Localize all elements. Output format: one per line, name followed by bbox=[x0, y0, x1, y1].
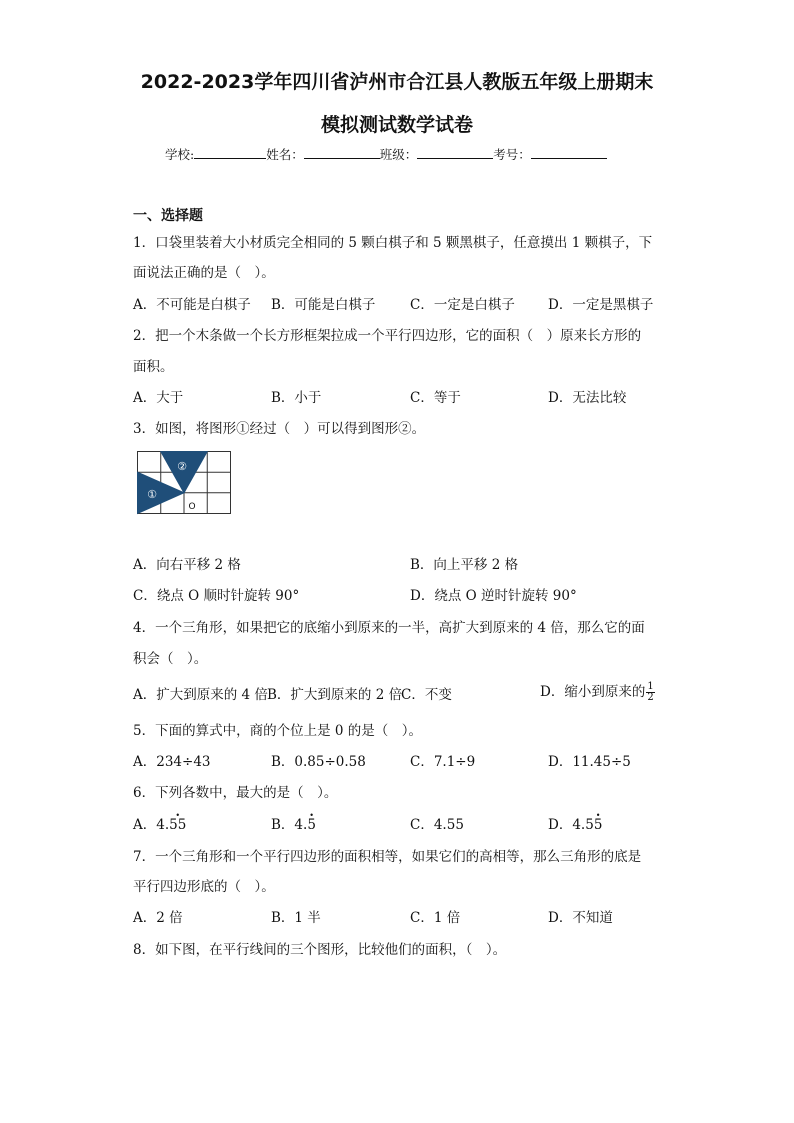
section-heading: 一、选择题 bbox=[133, 208, 203, 224]
q1-option-a[interactable]: A．不可能是白棋子 bbox=[133, 297, 251, 313]
school-blank[interactable] bbox=[194, 146, 266, 159]
q4-line1: 4．一个三角形，如果把它的底缩小到原来的一半，高扩大到原来的 4 倍，那么它的面 bbox=[133, 620, 645, 636]
q2-line1: 2．把一个木条做一个长方形框架拉成一个平行四边形，它的面积（ ）原来长方形的 bbox=[133, 328, 642, 344]
q7-option-c[interactable]: C．1 倍 bbox=[410, 910, 461, 926]
q6-option-a[interactable] bbox=[133, 817, 186, 833]
q3-line1: 3．如图，将图形①经过（ ）可以得到图形②。 bbox=[133, 421, 426, 437]
q2-line2: 面积。 bbox=[133, 359, 174, 375]
q6-c-letter: C． bbox=[410, 817, 434, 833]
q7-option-b[interactable]: B．1 半 bbox=[271, 910, 321, 926]
q2-option-b[interactable]: B．小于 bbox=[271, 390, 322, 406]
q5-option-a[interactable]: A．234÷43 bbox=[133, 754, 211, 770]
q7-option-a[interactable]: A．2 倍 bbox=[133, 910, 183, 926]
q6-d-repeating-digit: • 5 bbox=[594, 817, 603, 833]
q7-line2: 平行四边形底的（ ）。 bbox=[133, 879, 275, 895]
q4-option-d-text: D．缩小到原来的 bbox=[540, 684, 646, 700]
q6-option-b[interactable] bbox=[271, 817, 316, 833]
q2-option-c[interactable]: C．等于 bbox=[410, 390, 461, 406]
q6-c-number: 4.55 bbox=[433, 817, 464, 833]
q4-line2: 积会（ ）。 bbox=[133, 651, 208, 667]
q6-b-letter: B． bbox=[271, 817, 295, 833]
q1-line1: 1．口袋里装着大小材质完全相同的 5 颗白棋子和 5 颗黑棋子，任意摸出 1 颗棋子，下 bbox=[133, 235, 653, 251]
q6-option-c[interactable] bbox=[410, 817, 464, 833]
class-blank[interactable] bbox=[417, 146, 493, 159]
q1-option-b[interactable]: B．可能是白棋子 bbox=[271, 297, 376, 313]
center-point-label: O bbox=[188, 502, 196, 512]
q4-option-a[interactable]: A．扩大到原来的 4 倍 bbox=[133, 687, 268, 703]
q3-option-a[interactable]: A．向右平移 2 格 bbox=[133, 557, 241, 573]
q4-option-c[interactable]: C．不变 bbox=[401, 687, 452, 703]
q6-d-number: 4.5 bbox=[572, 817, 594, 833]
q5-line1: 5．下面的算式中，商的个位上是 0 的是（ ）。 bbox=[133, 723, 423, 739]
exam-title-line1: 2022-2023学年四川省泸州市合江县人教版五年级上册期末 bbox=[140, 71, 654, 93]
number-blank[interactable] bbox=[531, 146, 607, 159]
q6-b-repeating-digit: • 5 bbox=[307, 817, 316, 833]
q5-option-c[interactable]: C．7.1÷9 bbox=[410, 754, 476, 770]
q1-option-c[interactable]: C．一定是白棋子 bbox=[410, 297, 515, 313]
q4-option-b[interactable]: B．扩大到原来的 2 倍 bbox=[267, 687, 403, 703]
shape-2-label: ② bbox=[177, 460, 187, 473]
q6-a-letter: A． bbox=[133, 817, 157, 833]
exam-title-line2: 模拟测试数学试卷 bbox=[320, 114, 473, 136]
q5-option-b[interactable]: B．0.85÷0.58 bbox=[271, 754, 366, 770]
school-label: 学校: bbox=[165, 147, 195, 162]
q7-option-d[interactable]: D．不知道 bbox=[548, 910, 613, 926]
q6-line1: 6．下列各数中，最大的是（ ）。 bbox=[133, 785, 338, 801]
q3-option-b[interactable]: B．向上平移 2 格 bbox=[410, 557, 519, 573]
q6-a-number: 4. bbox=[156, 817, 170, 833]
q5-option-d[interactable]: D．11.45÷5 bbox=[548, 754, 631, 770]
q4-option-d[interactable] bbox=[540, 682, 655, 703]
q6-d-letter: D． bbox=[548, 817, 573, 833]
shape-1-label: ① bbox=[147, 488, 157, 501]
q7-line1: 7．一个三角形和一个平行四边形的面积相等，如果它们的高相等，那么三角形的底是 bbox=[133, 849, 642, 865]
name-label: 姓名： bbox=[266, 147, 304, 162]
q6-option-d[interactable] bbox=[548, 817, 602, 833]
q1-line2: 面说法正确的是（ ）。 bbox=[133, 265, 275, 281]
q6-a-repeating-digits: • 55 bbox=[169, 817, 186, 833]
fraction-numerator: 1 bbox=[647, 681, 654, 692]
info-line bbox=[165, 146, 607, 163]
class-label: 班级： bbox=[379, 147, 418, 162]
q3-grid-figure bbox=[137, 451, 233, 517]
q2-option-d[interactable]: D．无法比较 bbox=[548, 390, 627, 406]
q3-option-d[interactable]: D．绕点 O 逆时针旋转 90° bbox=[410, 588, 577, 604]
q2-option-a[interactable]: A．大于 bbox=[133, 390, 184, 406]
q1-option-d[interactable]: D．一定是黑棋子 bbox=[548, 297, 654, 313]
q8-line1: 8．如下图，在平行线间的三个图形，比较他们的面积，（ ）。 bbox=[133, 942, 507, 958]
one-half-fraction bbox=[646, 682, 654, 703]
q6-b-number: 4. bbox=[294, 817, 308, 833]
number-label: 考号： bbox=[493, 147, 531, 162]
fraction-denominator: 2 bbox=[647, 692, 654, 703]
name-blank[interactable] bbox=[304, 146, 380, 159]
q3-option-c[interactable]: C．绕点 O 顺时针旋转 90° bbox=[133, 588, 300, 604]
